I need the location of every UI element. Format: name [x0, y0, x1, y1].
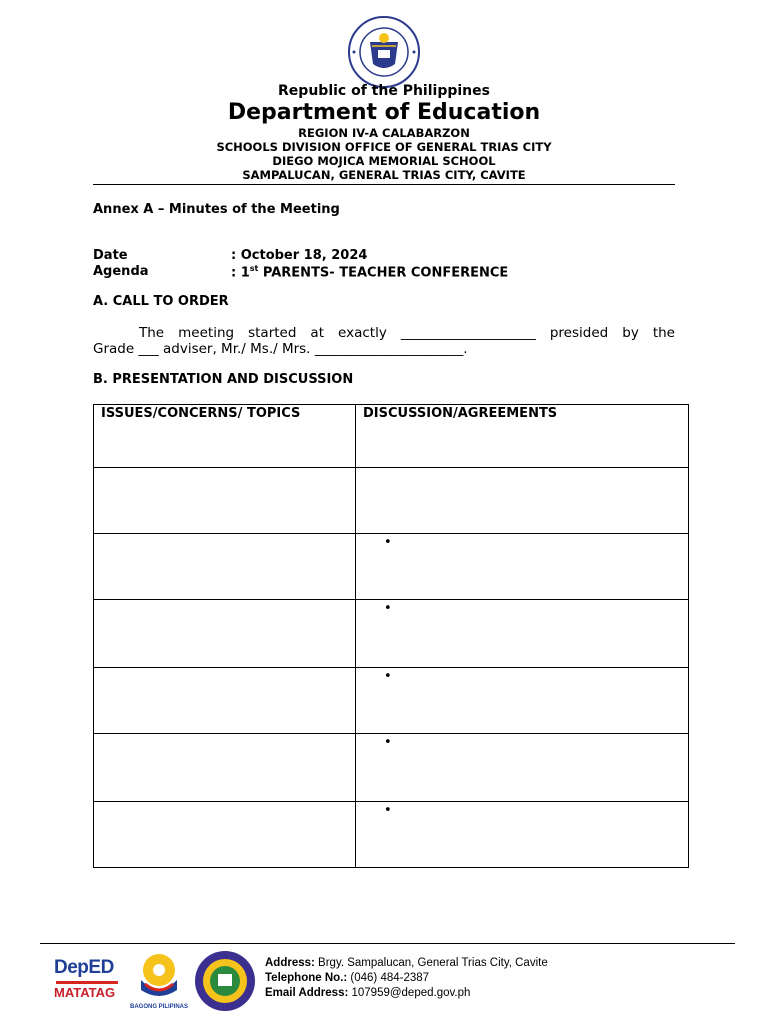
- discussion-cell[interactable]: [356, 600, 689, 668]
- footer-email: Email Address: 107959@deped.gov.ph: [265, 987, 471, 999]
- republic-heading: Republic of the Philippines: [278, 83, 490, 99]
- date-label: Date: [93, 248, 128, 263]
- bullet-point: •: [384, 803, 392, 818]
- table-row: [94, 668, 689, 734]
- bullet-point: •: [384, 535, 392, 550]
- paragraph-line-1: The meeting started at exactly ____________________ presided by the: [139, 325, 675, 341]
- header-divider: [93, 184, 675, 185]
- discussion-table: [93, 404, 689, 868]
- department-title: Department of Education: [227, 100, 541, 125]
- topic-cell[interactable]: [94, 468, 356, 534]
- footer-telephone: Telephone No.: (046) 484-2387: [265, 972, 430, 984]
- discussion-cell[interactable]: [356, 802, 689, 868]
- table-row: [94, 600, 689, 668]
- matatag-wordmark: MATATAG: [54, 985, 116, 1000]
- agenda-label: Agenda: [93, 264, 149, 279]
- discussion-cell[interactable]: [356, 734, 689, 802]
- topic-cell[interactable]: [94, 734, 356, 802]
- bullet-point: •: [384, 735, 392, 750]
- table-row: [94, 802, 689, 868]
- section-a-heading: A. CALL TO ORDER: [93, 294, 229, 309]
- deped-matatag-logo: [54, 958, 120, 1010]
- topic-cell[interactable]: [94, 668, 356, 734]
- school-seal-logo: [192, 950, 258, 1012]
- paragraph-line-2: Grade ___ adviser, Mr./ Ms./ Mrs. ______________________.: [93, 341, 468, 357]
- table-row: [94, 534, 689, 600]
- table-row: [94, 734, 689, 802]
- column-header-topics: ISSUES/CONCERNS/ TOPICS: [101, 406, 301, 421]
- bullet-point: •: [384, 669, 392, 684]
- agenda-value: : 1st PARENTS- TEACHER CONFERENCE: [231, 264, 509, 281]
- annex-title: Annex A – Minutes of the Meeting: [93, 202, 340, 217]
- division-line: SCHOOLS DIVISION OFFICE OF GENERAL TRIAS CITY: [216, 140, 552, 154]
- bagong-pilipinas-text: BAGONG PILIPINAS: [129, 1004, 188, 1010]
- table-header-row: [94, 405, 689, 468]
- column-header-discussion: DISCUSSION/AGREEMENTS: [363, 406, 558, 421]
- discussion-cell[interactable]: [356, 534, 689, 600]
- table-row: [94, 468, 689, 534]
- topic-cell[interactable]: [94, 802, 356, 868]
- topic-cell[interactable]: [94, 600, 356, 668]
- bagong-pilipinas-emblem: [127, 950, 191, 1000]
- discussion-cell[interactable]: [356, 468, 689, 534]
- topic-cell[interactable]: [94, 534, 356, 600]
- bullet-point: •: [384, 601, 392, 616]
- bagong-pilipinas-logo: [127, 950, 191, 1010]
- deped-wordmark: DepED: [54, 957, 114, 978]
- school-line: DIEGO MOJICA MEMORIAL SCHOOL: [272, 154, 496, 168]
- region-line: REGION IV-A CALABARZON: [298, 126, 470, 140]
- deped-seal-logo: [348, 16, 420, 88]
- location-line: SAMPALUCAN, GENERAL TRIAS CITY, CAVITE: [242, 168, 526, 182]
- discussion-cell[interactable]: [356, 668, 689, 734]
- date-value: : October 18, 2024: [231, 248, 368, 263]
- section-b-heading: B. PRESENTATION AND DISCUSSION: [93, 372, 354, 387]
- call-to-order-paragraph: [93, 325, 675, 357]
- footer-divider: [40, 943, 735, 944]
- footer-address: Address: Brgy. Sampalucan, General Trias City, Cavite: [265, 957, 548, 969]
